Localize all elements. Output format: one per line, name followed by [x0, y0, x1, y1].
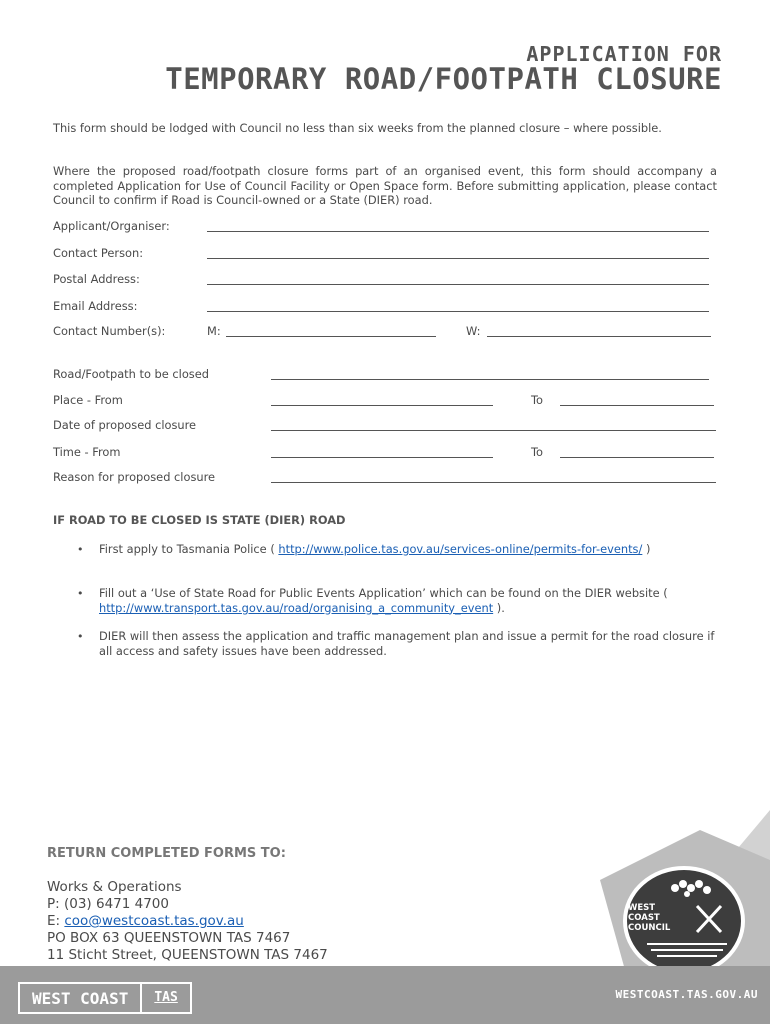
- place-from-label: Place - From: [53, 393, 123, 407]
- place-from-field[interactable]: [271, 405, 493, 406]
- dier-heading: IF ROAD TO BE CLOSED IS STATE (DIER) ROAD: [53, 513, 346, 527]
- postal-address-label: Postal Address:: [53, 272, 140, 286]
- time-to-label: To: [531, 445, 543, 459]
- return-heading: RETURN COMPLETED FORMS TO:: [47, 846, 286, 861]
- mobile-prefix: M:: [207, 324, 221, 338]
- seal-text: [628, 903, 670, 933]
- bullet-2-text: Fill out a ‘Use of State Road for Public Events Application’ which can be found on the DIER website (: [99, 586, 668, 600]
- reason-field[interactable]: [271, 482, 716, 483]
- email-line: [47, 913, 328, 930]
- date-label: Date of proposed closure: [53, 418, 197, 432]
- seal-line-3: COUNCIL: [628, 923, 671, 933]
- contact-person-field[interactable]: [207, 258, 709, 259]
- intro-paragraph-2: Where the proposed road/footpath closure forms part of an organised event, this form should accompany a completed Application for Use of Council Facility or Open Space form. Before submitting application, please contact Council to confirm if Road is Council-owned or a State (DIER) road.: [53, 164, 717, 207]
- bullet-icon: •: [77, 543, 84, 556]
- dier-bullet-3: DIER will then assess the application and traffic management plan and issue a permit for the road closure if all access and safety issues have been addressed.: [99, 629, 715, 658]
- logo-state: TAS: [140, 984, 189, 1012]
- work-number-field[interactable]: [487, 336, 711, 337]
- bullet-icon: •: [77, 630, 84, 643]
- email-prefix: E:: [47, 913, 65, 929]
- time-from-label: Time - From: [53, 445, 121, 459]
- work-prefix: W:: [466, 324, 481, 338]
- email-address-field[interactable]: [207, 311, 709, 312]
- road-label: Road/Footpath to be closed: [53, 367, 209, 381]
- time-to-field[interactable]: [560, 457, 714, 458]
- po-box: PO BOX 63 QUEENSTOWN TAS 7467: [47, 930, 291, 946]
- postal-address-field[interactable]: [207, 284, 709, 285]
- applicant-field[interactable]: [207, 231, 709, 232]
- date-field[interactable]: [271, 430, 716, 431]
- page-title: TEMPORARY ROAD/FOOTPATH CLOSURE: [165, 62, 722, 96]
- bullet-icon: •: [77, 587, 84, 600]
- dier-bullet-1: [99, 542, 719, 557]
- contact-number-label: Contact Number(s):: [53, 324, 166, 338]
- road-field[interactable]: [271, 379, 709, 380]
- bullet-2-suffix: ).: [493, 600, 505, 615]
- contact-person-label: Contact Person:: [53, 246, 144, 260]
- police-permit-link[interactable]: http://www.police.tas.gov.au/services-online/permits-for-events/: [278, 542, 643, 556]
- transport-event-link[interactable]: http://www.transport.tas.gov.au/road/organising_a_community_event: [99, 600, 494, 615]
- seal-line-1: WEST: [628, 903, 656, 913]
- website-link[interactable]: WESTCOAST.TAS.GOV.AU: [615, 988, 758, 1001]
- applicant-label: Applicant/Organiser:: [53, 219, 170, 233]
- place-to-label: To: [531, 393, 543, 407]
- intro-paragraph-1: This form should be lodged with Council no less than six weeks from the planned closure – where possible.: [53, 121, 662, 135]
- west-coast-logo: [18, 982, 192, 1014]
- bullet-1-text: First apply to Tasmania Police (: [99, 542, 279, 556]
- dier-bullet-2: [99, 586, 719, 615]
- time-from-field[interactable]: [271, 457, 493, 458]
- email-address-label: Email Address:: [53, 299, 138, 313]
- department: Works & Operations: [47, 879, 182, 895]
- email-link[interactable]: coo@westcoast.tas.gov.au: [64, 913, 244, 929]
- return-contact-block: [47, 879, 328, 964]
- reason-label: Reason for proposed closure: [53, 470, 216, 484]
- street-address: 11 Sticht Street, QUEENSTOWN TAS 7467: [47, 947, 328, 963]
- title-line-1: APPLICATION FOR: [526, 42, 722, 66]
- bullet-1-suffix: ): [642, 542, 651, 556]
- phone-number: P: (03) 6471 4700: [47, 896, 169, 912]
- seal-line-2: COAST: [628, 913, 660, 923]
- mobile-number-field[interactable]: [226, 336, 436, 337]
- place-to-field[interactable]: [560, 405, 714, 406]
- logo-main: WEST COAST: [32, 988, 129, 1008]
